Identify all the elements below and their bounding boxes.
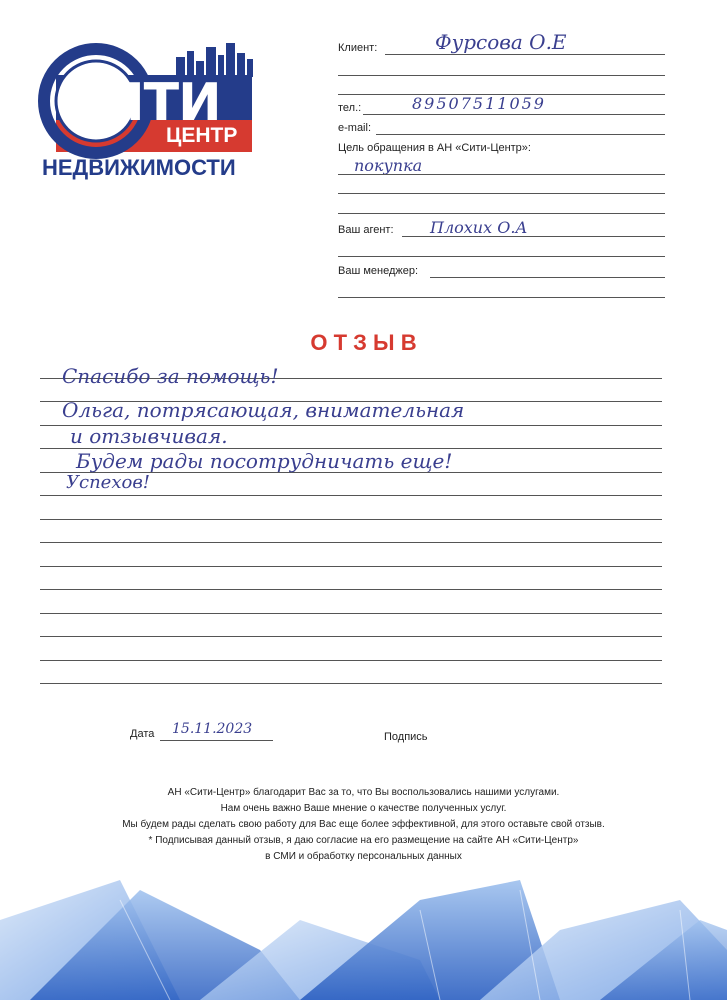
signature-label: Подпись (384, 731, 428, 743)
logo-word-centr: ЦЕНТР (166, 124, 238, 147)
review-line: Успехов! (66, 472, 151, 493)
agent-label: Ваш агент: (338, 224, 394, 236)
purpose-line-2 (338, 193, 665, 194)
date-label: Дата (130, 728, 155, 740)
manager-line-2 (338, 297, 665, 298)
footer-text: Мы будем рады сделать свою работу для Вас еще более эффективной, для этого оставьте свой отзыв. (122, 819, 605, 830)
client-value: Фурсова О.Е (435, 30, 567, 54)
manager-line (430, 277, 665, 278)
purpose-label: Цель обращения в АН «Сити-Центр»: (338, 142, 531, 154)
review-line: и отзывчивая. (70, 424, 228, 448)
agent-value: Плохих О.А (430, 218, 528, 237)
logo-word-siti: СИТИ (64, 73, 221, 133)
phone-label: тел.: (338, 102, 362, 114)
email-label: e-mail: (338, 122, 372, 134)
phone-value: 89507511059 (412, 94, 546, 113)
company-logo (38, 35, 260, 180)
agent-line-2 (338, 256, 665, 257)
date-line (160, 740, 273, 741)
review-line: Будем рады посотрудничать еще! (76, 449, 453, 473)
logo-word-nedvizhimosti: НЕДВИЖИМОСТИ (42, 155, 236, 180)
email-line (376, 134, 665, 135)
client-line-2 (338, 75, 665, 76)
phone-line (363, 114, 665, 115)
date-value: 15.11.2023 (172, 721, 253, 737)
purpose-line-3 (338, 213, 665, 214)
manager-label: Ваш менеджер: (338, 265, 419, 277)
footer-text: Нам очень важно Ваше мнение о качестве полученных услуг. (220, 803, 507, 814)
footer-text: АН «Сити-Центр» благодарит Вас за то, что Вы воспользовались нашими услугами. (167, 787, 560, 798)
purpose-line-1 (338, 174, 665, 175)
footer-text: в СМИ и обработку персональных данных (265, 851, 462, 862)
client-line (385, 54, 665, 55)
footer-decoration (0, 860, 727, 1000)
review-title: О Т З Ы В (310, 330, 417, 355)
review-line: Спасибо за помощь! (62, 364, 279, 388)
purpose-value: покупка (354, 156, 423, 175)
review-line: Ольга, потрясающая, внимательная (62, 398, 465, 422)
footer-text: * Подписывая данный отзыв, я даю согласие на его размещение на сайте АН «Сити-Центр» (148, 835, 579, 846)
client-label: Клиент: (338, 42, 378, 54)
